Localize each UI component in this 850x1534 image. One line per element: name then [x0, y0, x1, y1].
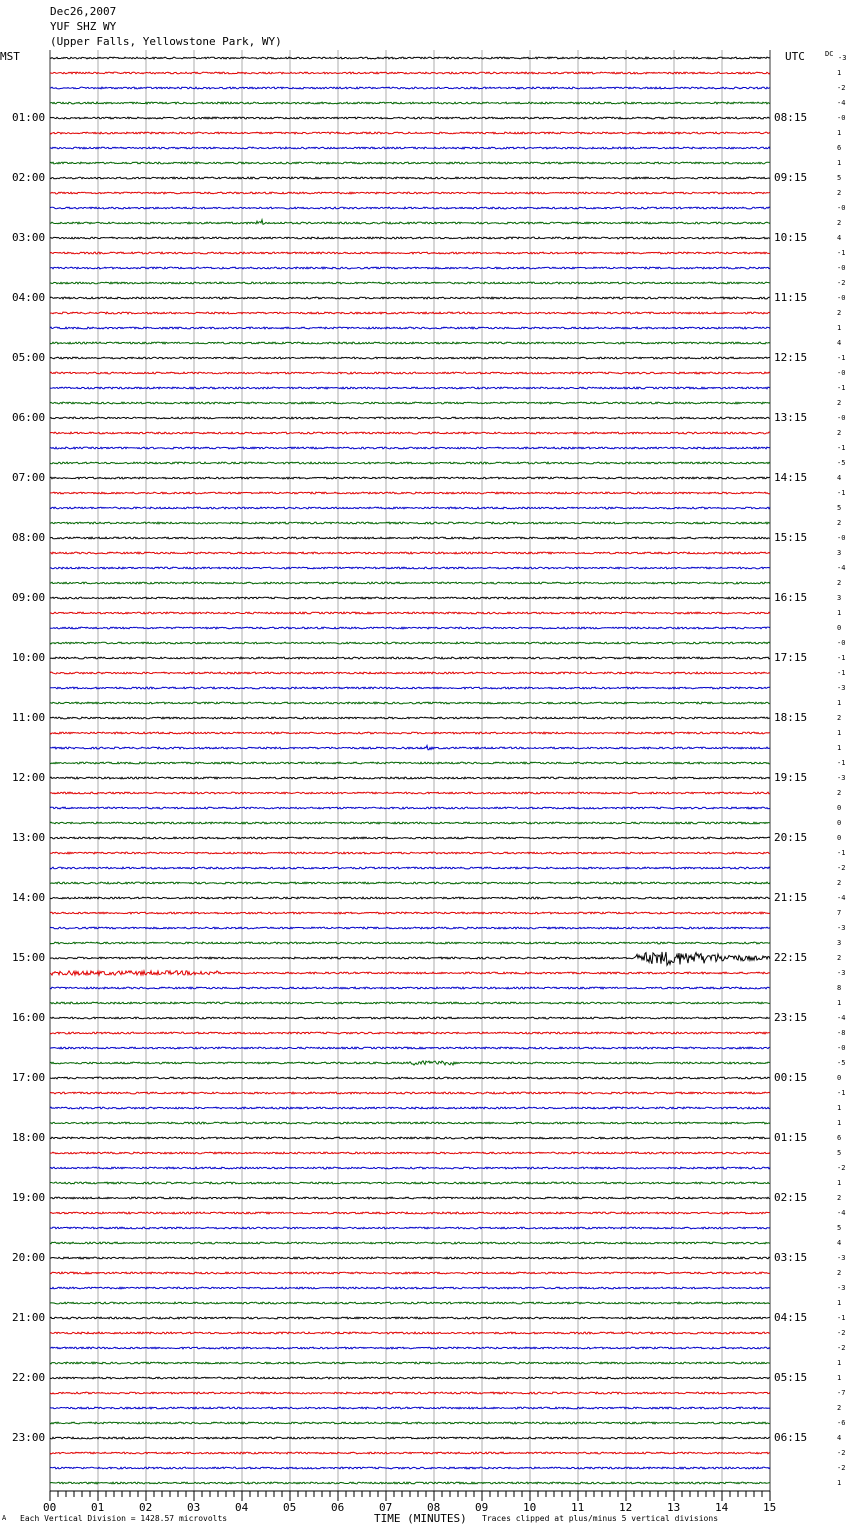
trace-34: [50, 567, 770, 569]
dc-offset-label: 3: [837, 939, 842, 947]
dc-offset-label: -1: [837, 384, 846, 392]
dc-offset-label: 2: [837, 309, 842, 317]
dc-offset-label: 1: [837, 1479, 842, 1487]
hour-label-local: 14:00: [12, 891, 46, 904]
dc-offset-label: 1: [837, 699, 842, 707]
trace-75: [50, 1182, 770, 1184]
hour-label-local: 17:00: [12, 1071, 46, 1084]
trace-5: [50, 132, 770, 134]
trace-42: [50, 687, 770, 689]
hour-label-utc: 01:15: [774, 1131, 808, 1144]
hour-label-utc: 00:15: [774, 1071, 808, 1084]
hour-label-utc: 03:15: [774, 1251, 808, 1264]
dc-offset-label: 2: [837, 954, 842, 962]
dc-offset-label: -1: [837, 669, 846, 677]
trace-12: [50, 237, 770, 239]
trace-56: [50, 897, 770, 899]
dc-offset-label: -3: [837, 684, 846, 692]
trace-3: [50, 102, 770, 104]
dc-offset-label: 1: [837, 1374, 842, 1382]
trace-88: [50, 1377, 770, 1379]
hour-label-utc: 09:15: [774, 171, 808, 184]
x-tick-label: 03: [187, 1501, 201, 1514]
hour-label-local: 15:00: [12, 951, 46, 964]
x-axis-title: TIME (MINUTES): [374, 1512, 467, 1525]
dc-offset-label: 0: [837, 834, 842, 842]
trace-85: [50, 1332, 770, 1334]
hour-label-utc: 20:15: [774, 831, 808, 844]
dc-offset-label: -3: [837, 774, 846, 782]
dc-offset-label: 2: [837, 399, 842, 407]
hour-label-utc: 04:15: [774, 1311, 808, 1324]
dc-offset-label: 1: [837, 69, 842, 77]
trace-58: [50, 927, 770, 929]
hour-label-utc: 14:15: [774, 471, 808, 484]
trace-39: [50, 642, 770, 644]
hour-label-utc: 16:15: [774, 591, 808, 604]
hour-label-local: 22:00: [12, 1371, 46, 1384]
trace-65: [50, 1032, 770, 1034]
trace-76: [50, 1197, 770, 1199]
dc-offset-label: -0: [837, 294, 846, 302]
dc-offset-label: -2: [837, 864, 846, 872]
trace-10: [50, 207, 770, 209]
date-label: Dec26,2007: [50, 5, 117, 18]
dc-offset-label: -0: [837, 204, 846, 212]
trace-13: [50, 252, 770, 254]
trace-40: [50, 657, 770, 659]
dc-offset-label: 1: [837, 324, 842, 332]
hour-label-local: 07:00: [12, 471, 46, 484]
dc-header-label: DC: [825, 50, 834, 58]
trace-50: [50, 807, 770, 809]
x-tick-label: 00: [43, 1501, 57, 1514]
hour-label-local: 16:00: [12, 1011, 46, 1024]
scale-note: Each Vertical Division = 1428.57 microvolts: [20, 1514, 228, 1523]
trace-group: [50, 57, 770, 1484]
hour-label-utc: 12:15: [774, 351, 808, 364]
dc-offset-label: -4: [837, 1014, 846, 1022]
x-tick-label: 09: [475, 1501, 489, 1514]
dc-offset-label: -5: [837, 459, 846, 467]
dc-offset-label: 1: [837, 1179, 842, 1187]
dc-offset-label: 2: [837, 1194, 842, 1202]
hour-label-utc: 02:15: [774, 1191, 808, 1204]
trace-47: [50, 762, 770, 764]
hour-label-local: 03:00: [12, 231, 46, 244]
dc-offset-label: -0: [837, 1044, 846, 1052]
trace-24: [50, 417, 770, 419]
trace-46: [50, 746, 770, 750]
dc-offset-label: 4: [837, 1239, 842, 1247]
trace-70: [50, 1107, 770, 1109]
dc-offset-label: 3: [837, 549, 842, 557]
dc-offset-label: 0: [837, 819, 842, 827]
dc-offset-label: -3: [838, 54, 847, 62]
hour-label-local: 04:00: [12, 291, 46, 304]
location-label: (Upper Falls, Yellowstone Park, WY): [50, 35, 282, 48]
trace-22: [50, 387, 770, 389]
trace-77: [50, 1212, 770, 1214]
dc-offset-label: -1: [837, 444, 846, 452]
dc-offset-label: 1: [837, 1104, 842, 1112]
trace-52: [50, 837, 770, 839]
trace-4: [50, 117, 770, 119]
dc-offset-label: -2: [837, 1344, 846, 1352]
dc-offset-label: -8: [837, 1029, 846, 1037]
trace-33: [50, 552, 770, 554]
dc-offset-label: 4: [837, 234, 842, 242]
trace-44: [50, 717, 770, 719]
dc-offset-label: 2: [837, 714, 842, 722]
dc-offset-label: -3: [837, 1254, 846, 1262]
dc-offset-label: 2: [837, 519, 842, 527]
trace-19: [50, 342, 770, 344]
trace-92: [50, 1437, 770, 1439]
trace-84: [50, 1317, 770, 1319]
trace-36: [50, 597, 770, 599]
trace-11: [50, 220, 770, 225]
dc-offset-label: -2: [837, 1464, 846, 1472]
dc-offset-label: -3: [837, 969, 846, 977]
dc-offset-label: 6: [837, 144, 842, 152]
trace-41: [50, 672, 770, 674]
dc-offset-label: -1: [837, 654, 846, 662]
dc-offset-label: -5: [837, 1059, 846, 1067]
x-tick-label: 06: [331, 1501, 345, 1514]
trace-53: [50, 852, 770, 854]
x-tick-label: 15: [763, 1501, 777, 1514]
hour-label-utc: 17:15: [774, 651, 808, 664]
trace-73: [50, 1152, 770, 1154]
trace-91: [50, 1422, 770, 1424]
trace-2: [50, 87, 770, 89]
hour-label-local: 02:00: [12, 171, 46, 184]
trace-43: [50, 702, 770, 704]
hour-label-local: 13:00: [12, 831, 46, 844]
trace-8: [50, 177, 770, 179]
dc-offset-label: -2: [837, 279, 846, 287]
dc-offset-label: 1: [837, 1299, 842, 1307]
trace-80: [50, 1257, 770, 1259]
trace-87: [50, 1362, 770, 1364]
dc-offset-label: 2: [837, 429, 842, 437]
dc-offset-label: -0: [837, 639, 846, 647]
hour-label-local: 21:00: [12, 1311, 46, 1324]
hour-label-utc: 06:15: [774, 1431, 808, 1444]
hour-label-utc: 11:15: [774, 291, 808, 304]
dc-offset-label: -2: [837, 1164, 846, 1172]
trace-32: [50, 537, 770, 539]
dc-offset-label: 2: [837, 789, 842, 797]
dc-offset-label: 2: [837, 1269, 842, 1277]
dc-offset-label: 1: [837, 729, 842, 737]
trace-35: [50, 582, 770, 584]
trace-38: [50, 627, 770, 629]
dc-offset-label: -0: [837, 264, 846, 272]
dc-offset-label: -0: [837, 114, 846, 122]
dc-offset-label: -4: [837, 1209, 846, 1217]
dc-offset-label: 0: [837, 624, 842, 632]
dc-offset-label: -6: [837, 1419, 846, 1427]
x-tick-label: 05: [283, 1501, 297, 1514]
dc-offset-label: -2: [837, 84, 846, 92]
trace-55: [50, 882, 770, 884]
trace-69: [50, 1092, 770, 1094]
dc-offset-label: -1: [837, 1089, 846, 1097]
dc-offset-label: 6: [837, 1134, 842, 1142]
dc-offset-label: 7: [837, 909, 842, 917]
x-tick-label: 13: [667, 1501, 681, 1514]
hour-label-utc: 21:15: [774, 891, 808, 904]
trace-64: [50, 1017, 770, 1019]
hour-label-utc: 23:15: [774, 1011, 808, 1024]
trace-31: [50, 522, 770, 524]
dc-offset-label: -3: [837, 1284, 846, 1292]
dc-offset-label: -1: [837, 849, 846, 857]
hour-label-utc: 22:15: [774, 951, 808, 964]
dc-offset-label: 2: [837, 219, 842, 227]
hour-label-local: 19:00: [12, 1191, 46, 1204]
dc-offset-label: 1: [837, 1119, 842, 1127]
trace-15: [50, 282, 770, 284]
dc-offset-label: 0: [837, 804, 842, 812]
trace-72: [50, 1137, 770, 1139]
dc-offset-label: -4: [837, 564, 846, 572]
hour-label-utc: 10:15: [774, 231, 808, 244]
dc-offset-label: 2: [837, 189, 842, 197]
dc-offset-label: 1: [837, 159, 842, 167]
trace-83: [50, 1302, 770, 1304]
dc-offset-label: -1: [837, 354, 846, 362]
hour-label-utc: 19:15: [774, 771, 808, 784]
trace-60: [50, 952, 770, 965]
trace-7: [50, 162, 770, 164]
trace-74: [50, 1167, 770, 1169]
trace-49: [50, 792, 770, 794]
trace-26: [50, 447, 770, 449]
dc-offset-label: -4: [837, 894, 846, 902]
dc-offset-label: 2: [837, 1404, 842, 1412]
dc-offset-label: -0: [837, 414, 846, 422]
trace-37: [50, 612, 770, 614]
hour-label-local: 06:00: [12, 411, 46, 424]
dc-offset-label: 4: [837, 1434, 842, 1442]
clip-note: Traces clipped at plus/minus 5 vertical divisions: [482, 1514, 719, 1523]
x-tick-label: 04: [235, 1501, 249, 1514]
dc-offset-label: 1: [837, 609, 842, 617]
dc-offset-label: 0: [837, 1074, 842, 1082]
dc-offset-label: -2: [837, 1329, 846, 1337]
trace-30: [50, 507, 770, 509]
dc-offset-label: -0: [837, 534, 846, 542]
hour-label-utc: 05:15: [774, 1371, 808, 1384]
trace-57: [50, 912, 770, 914]
dc-offset-label: 4: [837, 339, 842, 347]
trace-79: [50, 1242, 770, 1244]
corner-mark: A: [2, 1514, 7, 1522]
trace-20: [50, 357, 770, 359]
dc-offset-label: -3: [837, 924, 846, 932]
dc-offset-label: 1: [837, 999, 842, 1007]
trace-61: [50, 971, 770, 975]
hour-label-local: 11:00: [12, 711, 46, 724]
trace-89: [50, 1392, 770, 1394]
trace-81: [50, 1272, 770, 1274]
hour-label-local: 20:00: [12, 1251, 46, 1264]
dc-offset-label: 5: [837, 1224, 842, 1232]
dc-offset-label: -0: [837, 369, 846, 377]
trace-90: [50, 1407, 770, 1409]
dc-offset-label: 4: [837, 474, 842, 482]
trace-45: [50, 732, 770, 734]
dc-offset-label: 1: [837, 129, 842, 137]
dc-offset-label: 5: [837, 174, 842, 182]
hour-label-local: 18:00: [12, 1131, 46, 1144]
trace-14: [50, 267, 770, 269]
trace-82: [50, 1287, 770, 1289]
dc-offset-label: -1: [837, 249, 846, 257]
hour-label-local: 05:00: [12, 351, 46, 364]
dc-offset-label: 1: [837, 744, 842, 752]
trace-16: [50, 297, 770, 299]
right-timezone-label: UTC: [785, 50, 805, 63]
dc-offset-label: 2: [837, 879, 842, 887]
trace-29: [50, 492, 770, 494]
trace-23: [50, 402, 770, 404]
dc-offset-label: -1: [837, 759, 846, 767]
trace-17: [50, 312, 770, 314]
trace-25: [50, 432, 770, 434]
hour-label-utc: 13:15: [774, 411, 808, 424]
dc-offset-label: -4: [837, 99, 846, 107]
trace-78: [50, 1227, 770, 1229]
trace-9: [50, 192, 770, 194]
trace-68: [50, 1077, 770, 1079]
hour-label-local: 10:00: [12, 651, 46, 664]
trace-66: [50, 1047, 770, 1049]
minute-gridlines: [50, 50, 770, 1491]
dc-offset-label: -2: [837, 1449, 846, 1457]
trace-71: [50, 1122, 770, 1124]
x-tick-label: 02: [139, 1501, 153, 1514]
trace-27: [50, 462, 770, 464]
trace-18: [50, 327, 770, 329]
hour-label-local: 09:00: [12, 591, 46, 604]
hour-label-local: 12:00: [12, 771, 46, 784]
trace-95: [50, 1482, 770, 1484]
trace-6: [50, 147, 770, 149]
dc-offset-label: 5: [837, 1149, 842, 1157]
trace-51: [50, 822, 770, 824]
x-tick-label: 07: [379, 1501, 393, 1514]
hour-label-utc: 08:15: [774, 111, 808, 124]
trace-48: [50, 777, 770, 779]
dc-offset-label: -7: [837, 1389, 846, 1397]
trace-54: [50, 867, 770, 869]
dc-offset-label: 2: [837, 579, 842, 587]
trace-21: [50, 372, 770, 374]
dc-offset-label: 1: [837, 1359, 842, 1367]
hour-label-local: 08:00: [12, 531, 46, 544]
hour-label-utc: 18:15: [774, 711, 808, 724]
trace-86: [50, 1347, 770, 1349]
dc-offset-label: 8: [837, 984, 842, 992]
x-tick-label: 08: [427, 1501, 441, 1514]
time-axis: [50, 1491, 770, 1501]
dc-offset-label: -1: [837, 489, 846, 497]
dc-offset-label: -1: [837, 1314, 846, 1322]
x-tick-label: 01: [91, 1501, 105, 1514]
trace-1: [50, 72, 770, 74]
x-tick-label: 10: [523, 1501, 537, 1514]
station-label: YUF SHZ WY: [50, 20, 117, 33]
trace-0: [50, 57, 770, 59]
dc-offset-label: 3: [837, 594, 842, 602]
trace-62: [50, 987, 770, 989]
trace-28: [50, 477, 770, 479]
hour-label-utc: 15:15: [774, 531, 808, 544]
left-timezone-label: MST: [0, 50, 20, 63]
x-tick-label: 14: [715, 1501, 729, 1514]
hour-label-local: 01:00: [12, 111, 46, 124]
x-tick-label: 12: [619, 1501, 633, 1514]
trace-67: [50, 1061, 770, 1065]
trace-94: [50, 1467, 770, 1469]
x-tick-label: 11: [571, 1501, 585, 1514]
trace-63: [50, 1002, 770, 1004]
dc-offset-label: 5: [837, 504, 842, 512]
trace-93: [50, 1452, 770, 1454]
hour-label-local: 23:00: [12, 1431, 46, 1444]
trace-59: [50, 942, 770, 944]
